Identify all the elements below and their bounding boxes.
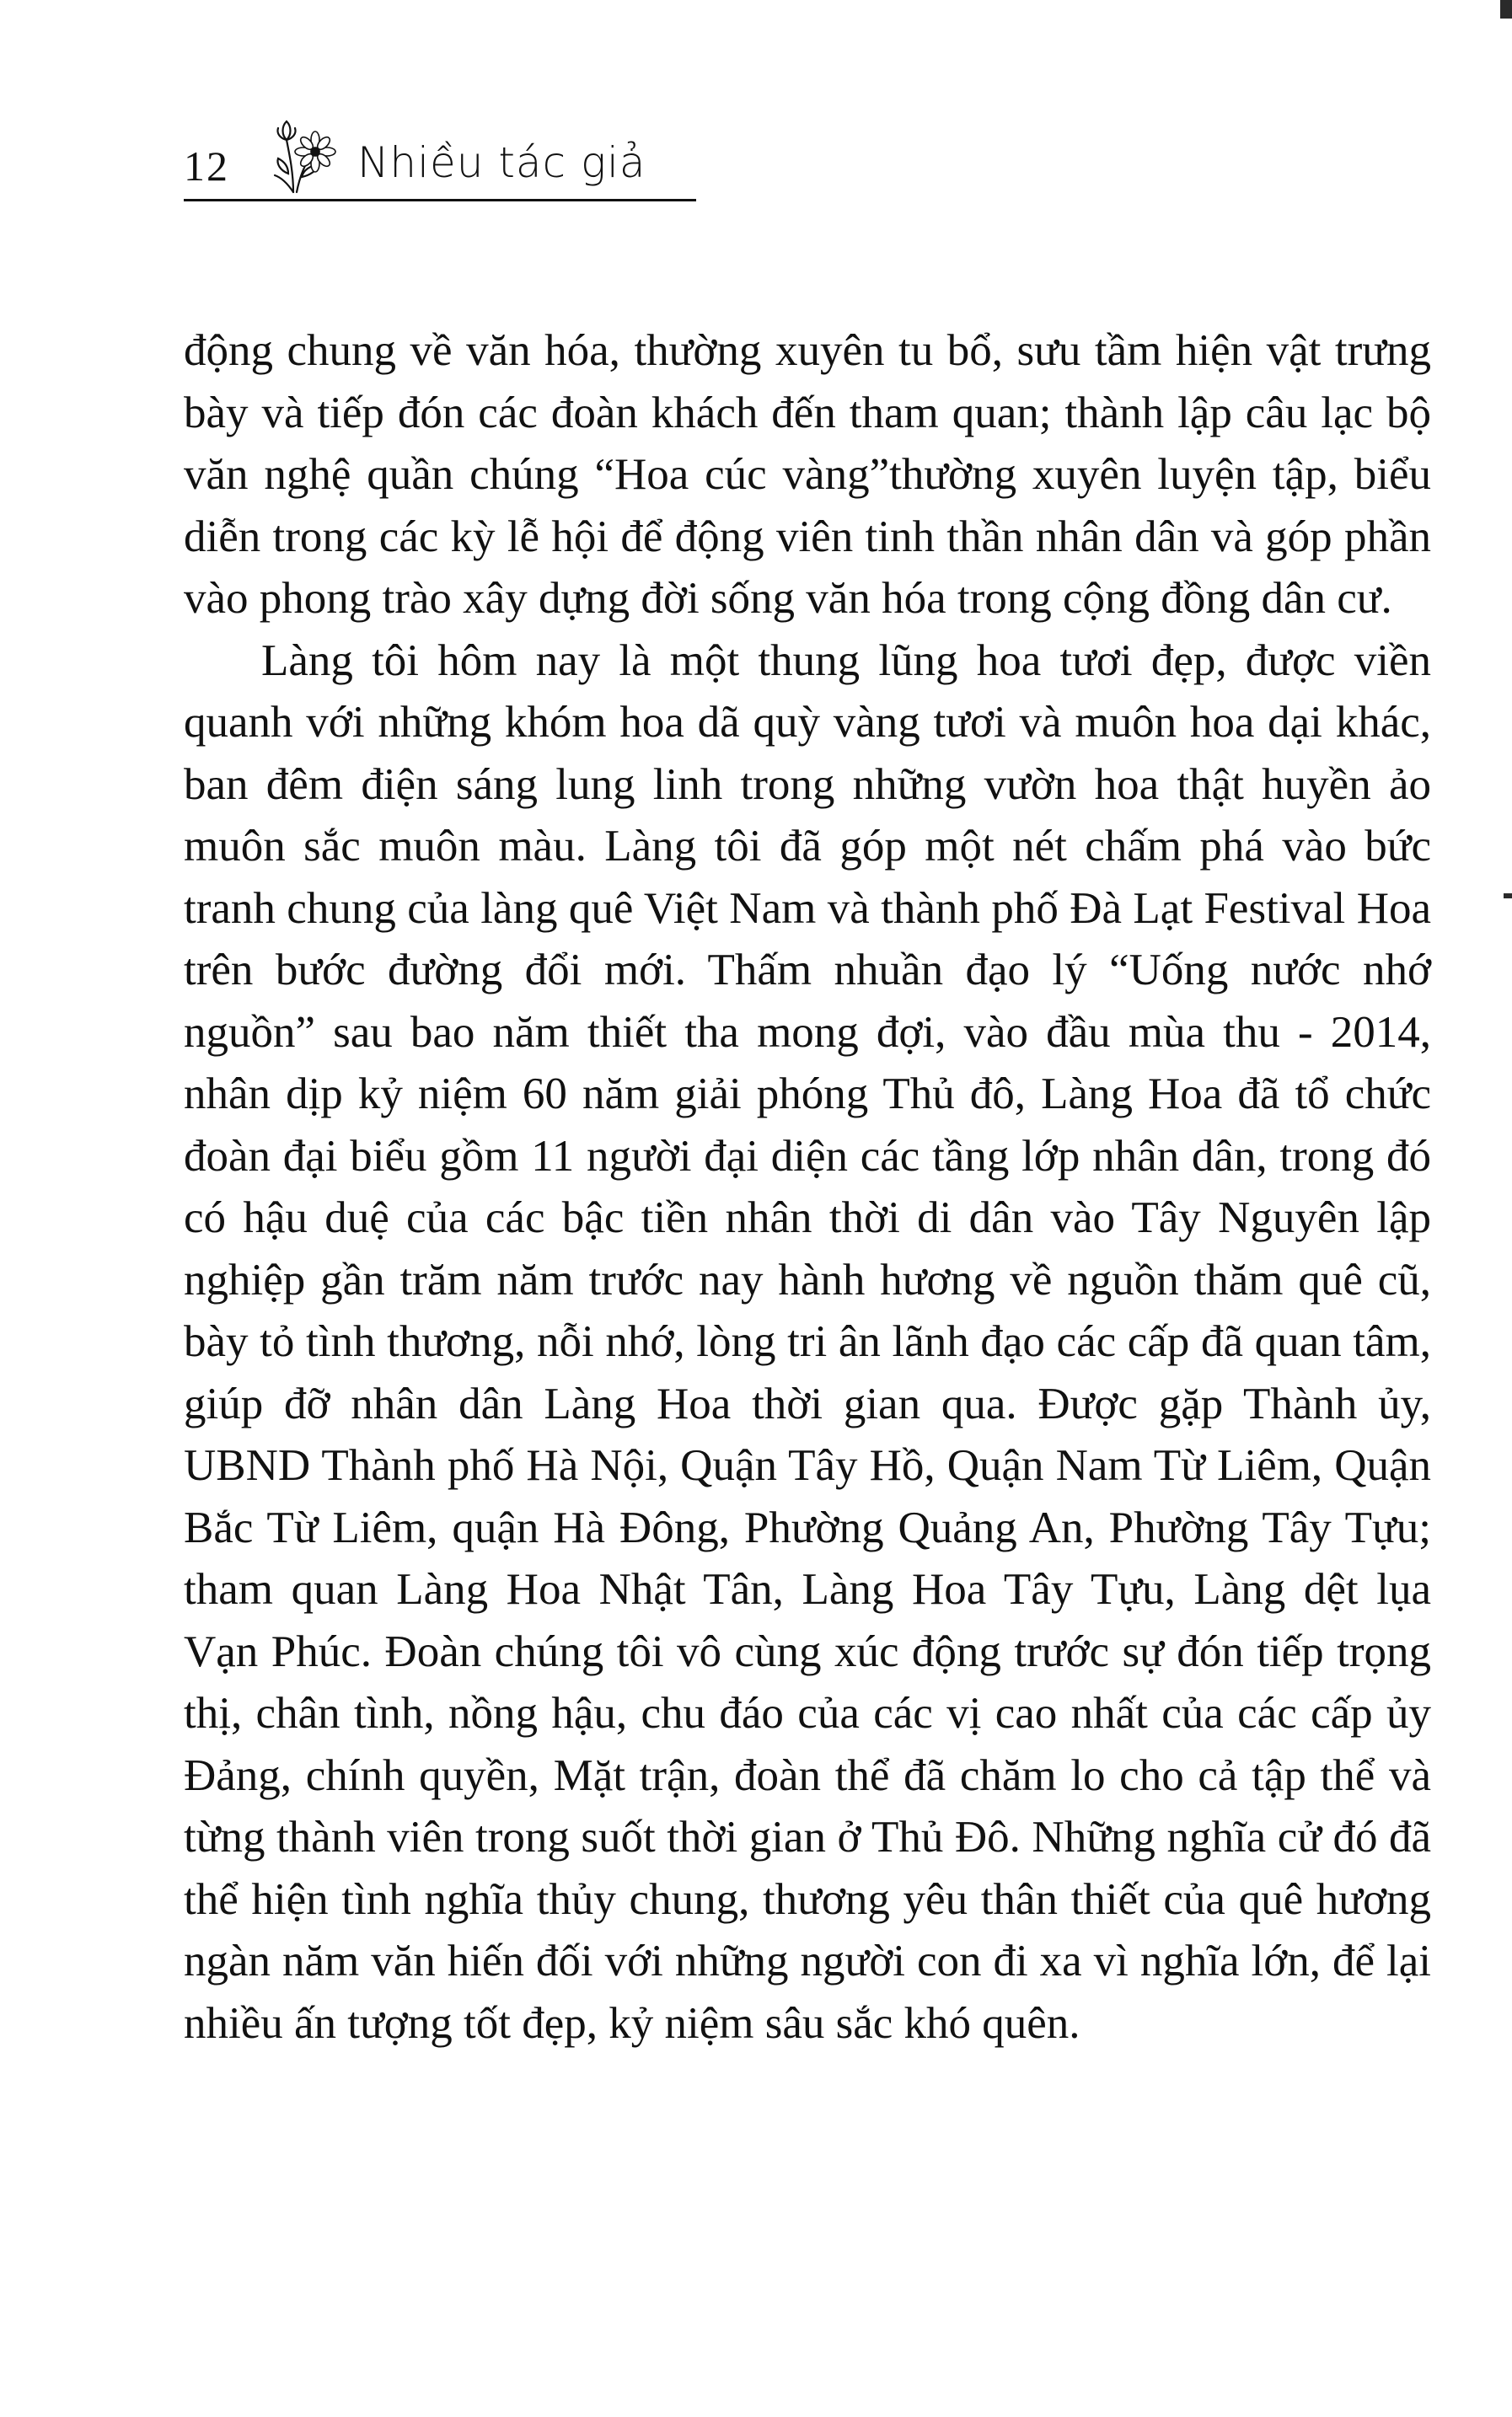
page-edge-mark — [1504, 893, 1512, 898]
page-number: 12 — [184, 142, 229, 190]
page-header — [184, 99, 696, 201]
paragraph: Làng tôi hôm nay là một thung lũng hoa tươi đẹp, được viền quanh với những khóm hoa dã quỳ vàng tươi và muôn hoa dại khác, ban đêm điện sáng lung linh trong những vườn hoa thật huyền ảo muôn sắc muôn màu. Làng tôi đã góp một nét chấm phá vào bức tranh chung của làng quê Việt Nam và thành phố Đà Lạt Festival Hoa trên bước đường đổi mới. Thấm nhuần đạo lý “Uống nước nhớ nguồn” sau bao năm thiết tha mong đợi, vào đầu mùa thu - 2014, nhân dịp kỷ niệm 60 năm giải phóng Thủ đô, Làng Hoa đã tổ chức đoàn đại biểu gồm 11 người đại diện các tầng lớp nhân dân, trong đó có hậu duệ của các bậc tiền nhân thời di dân vào Tây Nguyên lập nghiệp gần trăm năm trước nay hành hương về nguồn thăm quê cũ, bày tỏ tình thương, nỗi nhớ, lòng tri ân lãnh đạo các cấp đã quan tâm, giúp đỡ nhân dân Làng Hoa thời gian qua. Được gặp Thành ủy, UBND Thành phố Hà Nội, Quận Tây Hồ, Quận Nam Từ Liêm, Quận Bắc Từ Liêm, quận Hà Đông, Phường Quảng An, Phường Tây Tựu; tham quan Làng Hoa Nhật Tân, Làng Hoa Tây Tựu, Làng dệt lụa Vạn Phúc. Đoàn chúng tôi vô cùng xúc động trước sự đón tiếp trọng thị, chân tình, nồng hậu, chu đáo của các vị cao nhất của các cấp ủy Đảng, chính quyền, Mặt trận, đoàn thể đã chăm lo cho cả tập thể và từng thành viên trong suốt thời gian ở Thủ Đô. Những nghĩa cử đó đã thể hiện tình nghĩa thủy chung, thương yêu thân thiết của quê hương ngàn năm văn hiến đối với những người con đi xa vì nghĩa lớn, để lại nhiều ấn tượng tốt đẹp, kỷ niệm sâu sắc khó quên. — [184, 635, 1431, 2048]
paragraph: động chung về văn hóa, thường xuyên tu bổ, sưu tầm hiện vật trưng bày và tiếp đón các đoàn khách đến tham quan; thành lập câu lạc bộ văn nghệ quần chúng “Hoa cúc vàng”thường xuyên luyện tập, biểu diễn trong các kỳ lễ hội để động viên tinh thần nhân dân và góp phần vào phong trào xây dựng đời sống văn hóa trong cộng đồng dân cư. — [184, 326, 1431, 623]
body-text — [184, 320, 1431, 2055]
running-head: Nhiều tác giả — [357, 138, 646, 187]
page-edge-mark — [1500, 0, 1512, 19]
header-rule — [184, 199, 696, 201]
flower-ornament-icon — [268, 115, 339, 196]
